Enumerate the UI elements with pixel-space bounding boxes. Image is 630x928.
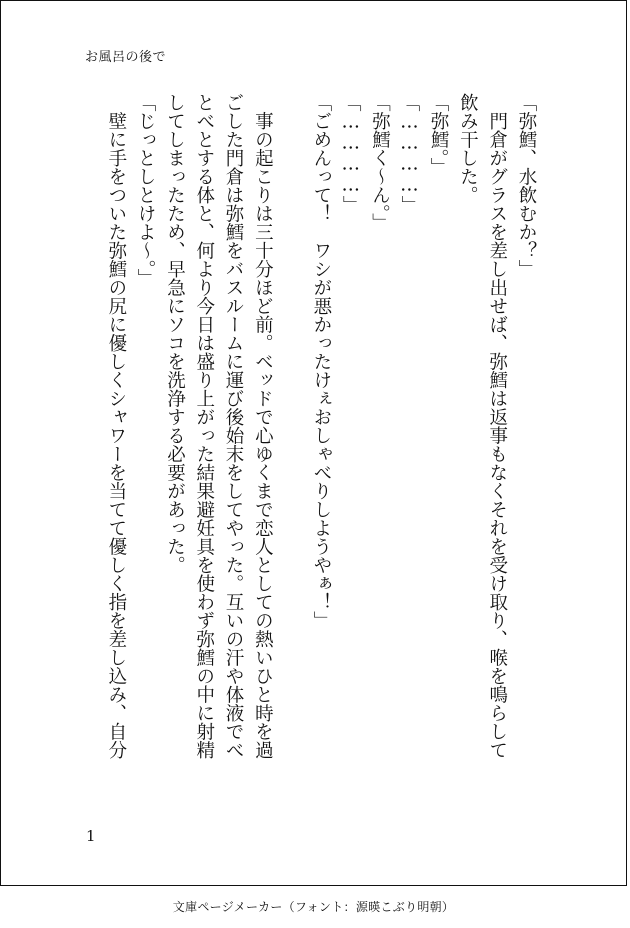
text-line: してしまったため、早急にソコを洗浄する必要があった。: [164, 93, 186, 574]
vertical-text-body: [81, 93, 541, 773]
text-line: 「…………」: [398, 93, 420, 214]
running-title: お風呂の後で: [85, 50, 167, 65]
text-line: 「弥鱈。」: [428, 93, 450, 177]
text-line: 「弥鱈、水飲むか？」: [516, 93, 537, 278]
page-number: 1: [86, 827, 96, 845]
text-line-blank: [277, 93, 306, 773]
text-line: 壁に手をついた弥鱈の尻に優しくシャワーを当てて優しく指を差し込み、自分: [105, 93, 127, 759]
footer-credit: 文庫ページメーカー（フォント：源暎こぶり明朝）: [172, 900, 455, 914]
text-line: 「弥鱈く〜ん。」: [369, 93, 391, 232]
text-line: 「じっとしとけよ〜。」: [135, 93, 157, 288]
text-line: 門倉がグラスを差し出せば、弥鱈は返事もなくそれを受け取り、喉を鳴らして: [486, 93, 508, 759]
text-line: ごした門倉は弥鱈をバスルームに運び後始末をしてやった。互いの汗や体液でべ: [223, 93, 245, 759]
text-line: 事の起こりは三十分ほど前。ベッドで心ゆくまで恋人としての熱いひと時を過: [252, 93, 274, 759]
text-line: 「ごめんって！ ワシが悪かったけぇおしゃべりしようやぁ！」: [310, 93, 332, 630]
text-line: 「…………」: [340, 93, 362, 214]
text-line: 飲み干した。: [457, 93, 479, 204]
text-line: とべとする体と、何より今日は盛り上がった結果避妊具を使わず弥鱈の中に射精: [193, 93, 215, 759]
